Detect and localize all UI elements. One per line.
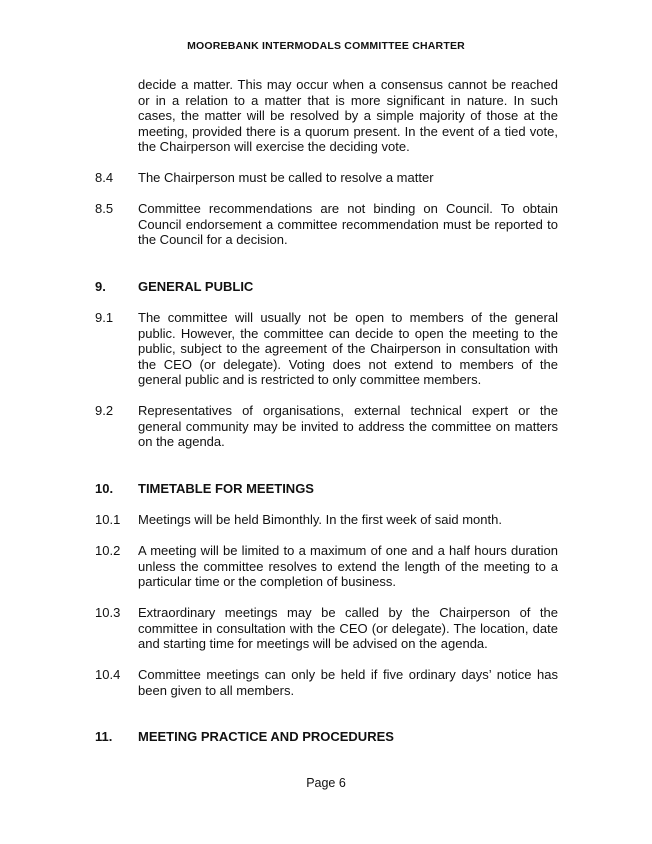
clause-number: 8.4 <box>95 170 114 185</box>
clause-number: 9.2 <box>95 403 114 418</box>
section-number: 10. <box>95 481 114 496</box>
section-title: TIMETABLE FOR MEETINGS <box>138 481 314 496</box>
clause-number: 9.1 <box>95 310 114 325</box>
section-number: 9. <box>95 279 106 294</box>
section-title: GENERAL PUBLIC <box>138 279 254 294</box>
clause-text: A meeting will be limited to a maximum of one and a half hours duration unless the committee resolves to extend the length of the meeting to a particular time or the completion of business. <box>138 543 558 590</box>
clause-number: 8.5 <box>95 201 114 216</box>
page-header: MOOREBANK INTERMODALS COMMITTEE CHARTER <box>187 40 465 52</box>
clause-text: Extraordinary meetings may be called by the Chairperson of the committee in consultation with the CEO (or delegate). The location, date and starting time for meetings will be advised on the agenda. <box>138 605 558 652</box>
clause-text: Committee meetings can only be held if five ordinary days’ notice has been given to all members. <box>138 667 558 698</box>
clause-text: Representatives of organisations, external technical expert or the general community may be invited to address the committee on matters on the agenda. <box>138 403 558 450</box>
clause-text: Committee recommendations are not binding on Council. To obtain Council endorsement a committee recommendation must be reported to the Council for a decision. <box>138 201 558 248</box>
section-number: 11. <box>95 729 113 744</box>
clause-number: 10.2 <box>95 543 121 558</box>
continued-paragraph: decide a matter. This may occur when a consensus cannot be reached or in a relation to a matter that is more significant in nature. In such cases, the matter will be resolved by a simple majority of those at the meeting, provided there is a quorum present. In the event of a tied vote, the Chairperson will exercise the deciding vote. <box>138 77 558 155</box>
page-number: Page 6 <box>306 776 346 790</box>
clause-text: The Chairperson must be called to resolve a matter <box>138 170 434 185</box>
clause-text: The committee will usually not be open to members of the general public. However, the committee can decide to open the meeting to the public, subject to the agreement of the Chairperson in consultation with the CEO (or delegate). Voting does not extend to members of the general public and is restricted to only committee members. <box>138 310 558 388</box>
clause-number: 10.3 <box>95 605 121 620</box>
clause-text: Meetings will be held Bimonthly. In the first week of said month. <box>138 512 502 527</box>
clause-number: 10.4 <box>95 667 121 682</box>
section-title: MEETING PRACTICE AND PROCEDURES <box>138 729 394 744</box>
clause-number: 10.1 <box>95 512 121 527</box>
